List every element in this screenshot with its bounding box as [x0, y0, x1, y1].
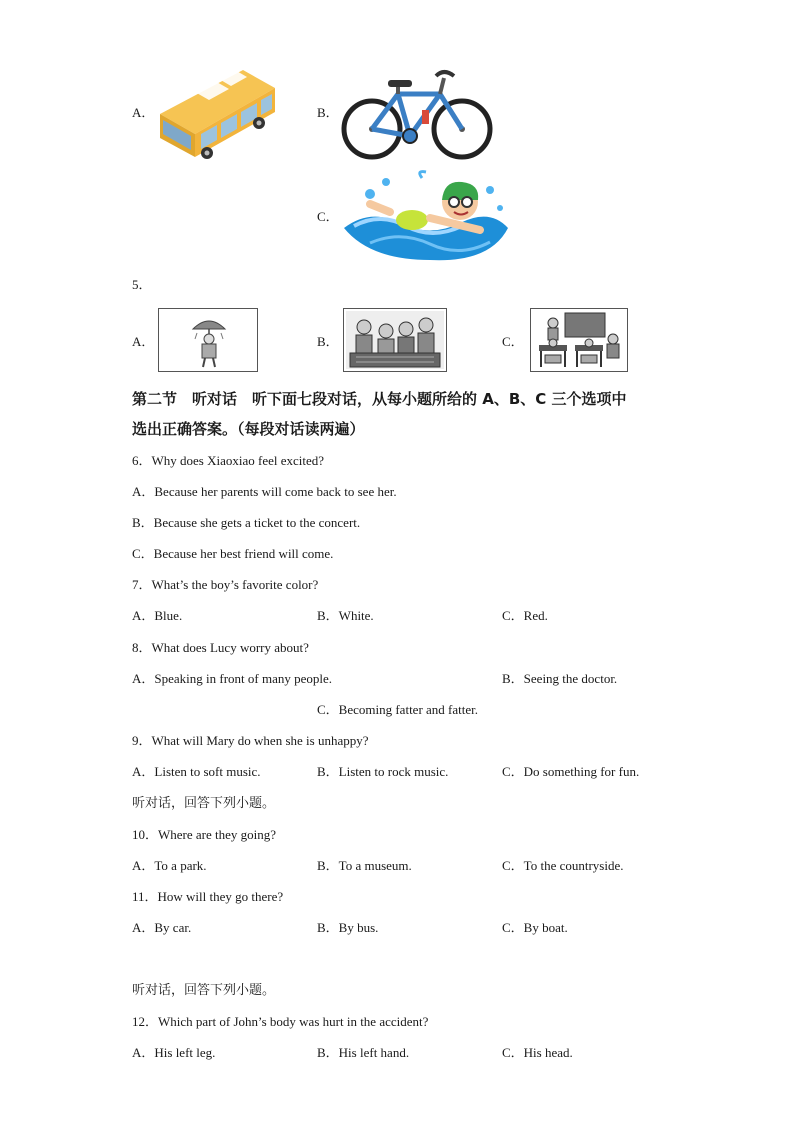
q7-option-b[interactable]: B．White.: [317, 608, 374, 623]
q6-option-a[interactable]: A．Because her parents will come back to see her.: [132, 484, 397, 499]
q8-option-a[interactable]: A．Speaking in front of many people.: [132, 671, 333, 686]
q12-option-c[interactable]: C．His head.: [502, 1045, 573, 1060]
q4-option-c-label: C．: [317, 209, 339, 224]
q8-option-b[interactable]: B．Seeing the doctor.: [502, 671, 618, 686]
q4-option-a-label: A．: [132, 105, 155, 120]
q7-stem: 7．What’s the boy’s favorite color?: [132, 577, 319, 592]
q5-option-b-label: B．: [317, 334, 339, 349]
q10-option-b[interactable]: B．To a museum.: [317, 858, 412, 873]
q10-stem: 10．Where are they going?: [132, 827, 277, 842]
q5-option-a-label: A．: [132, 334, 155, 349]
q9-stem: 9．What will Mary do when she is unhappy?: [132, 733, 369, 748]
q5-option-c-label: C．: [502, 334, 524, 349]
bicycle-icon: [340, 66, 495, 161]
q12-option-b[interactable]: B．His left hand.: [317, 1045, 410, 1060]
q12-option-a[interactable]: A．His left leg.: [132, 1045, 216, 1060]
children-group-icon: [343, 308, 447, 372]
q9-option-b[interactable]: B．Listen to rock music.: [317, 764, 449, 779]
q9-option-c[interactable]: C．Do something for fun.: [502, 764, 640, 779]
q5-number: 5．: [132, 277, 152, 292]
q12-stem: 12．Which part of John’s body was hurt in the accident?: [132, 1014, 429, 1029]
q11-stem: 11．How will they go there?: [132, 889, 284, 904]
dialog-intro-1: 听对话，回答下列小题。: [132, 796, 276, 811]
q7-option-c[interactable]: C．Red.: [502, 608, 548, 623]
dialog-intro-2: 听对话，回答下列小题。: [132, 983, 276, 998]
q10-option-a[interactable]: A．To a park.: [132, 858, 207, 873]
q11-option-a[interactable]: A．By car.: [132, 920, 192, 935]
section-heading-line-2: 选出正确答案。（每段对话读两遍）: [132, 420, 365, 438]
q6-stem: 6．Why does Xiaoxiao feel excited?: [132, 453, 325, 468]
q8-stem: 8．What does Lucy worry about?: [132, 640, 309, 655]
classroom-icon: [530, 308, 628, 372]
child-umbrella-icon: [158, 308, 258, 372]
section-heading-line-1: 第二节 听对话 听下面七段对话，从每小题所给的 A、B、C 三个选项中: [132, 390, 627, 408]
q4-option-b-label: B．: [317, 105, 339, 120]
q6-option-c[interactable]: C．Because her best friend will come.: [132, 546, 334, 561]
q11-option-c[interactable]: C．By boat.: [502, 920, 568, 935]
q11-option-b[interactable]: B．By bus.: [317, 920, 379, 935]
swimmer-icon: [340, 168, 510, 266]
q8-option-c[interactable]: C．Becoming fatter and fatter.: [317, 702, 479, 717]
q6-option-b[interactable]: B．Because she gets a ticket to the concert.: [132, 515, 361, 530]
q10-option-c[interactable]: C．To the countryside.: [502, 858, 624, 873]
q9-option-a[interactable]: A．Listen to soft music.: [132, 764, 261, 779]
bus-icon: [155, 62, 280, 160]
q7-option-a[interactable]: A．Blue.: [132, 608, 183, 623]
